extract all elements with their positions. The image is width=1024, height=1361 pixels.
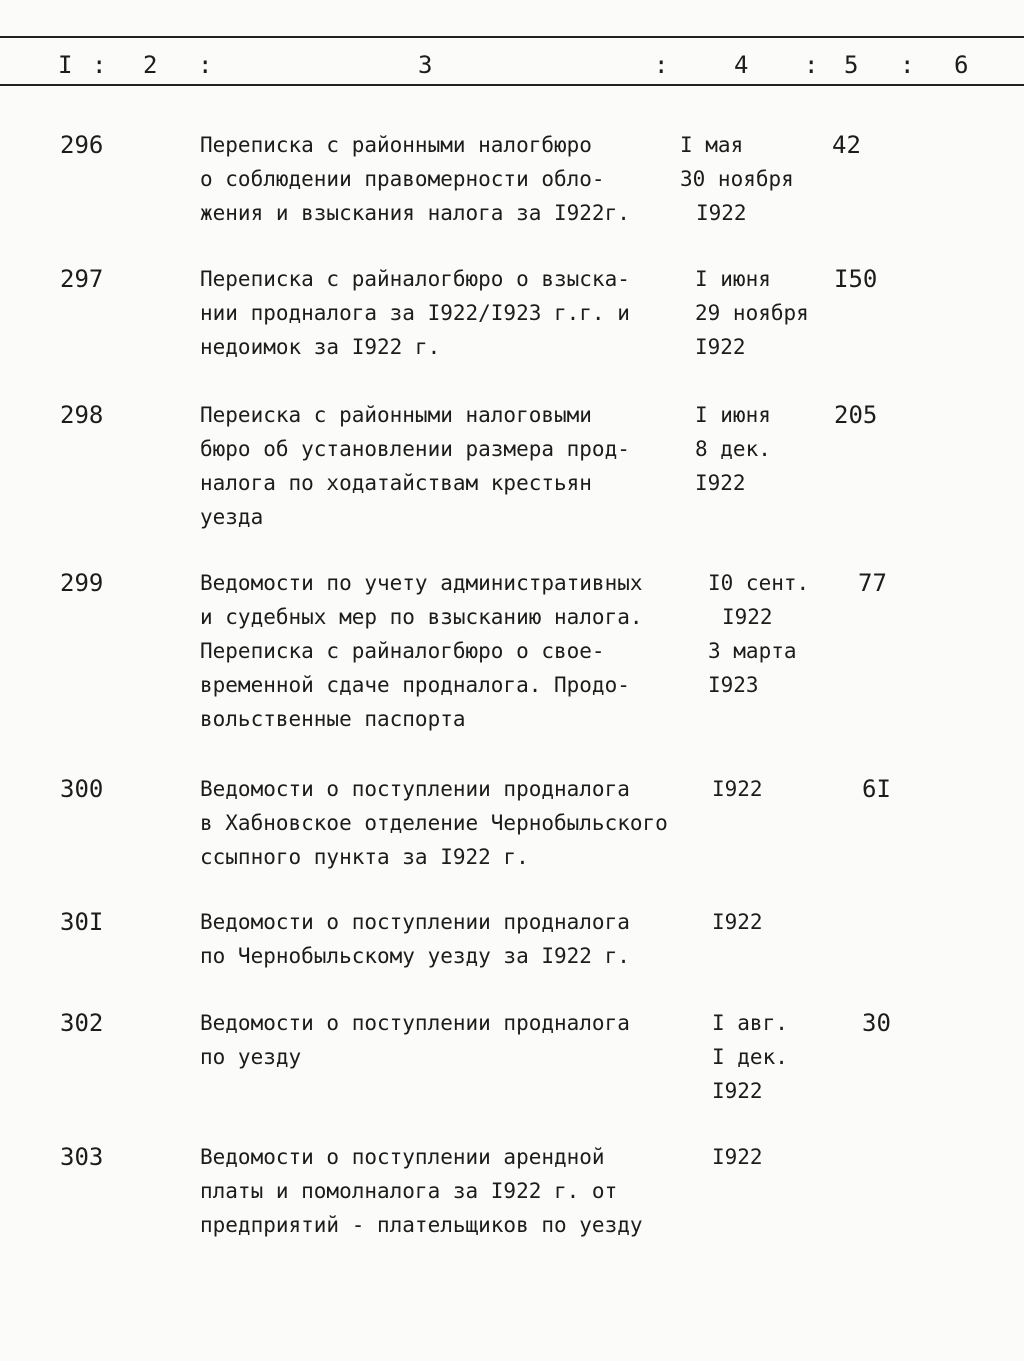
record-dates: [712, 772, 763, 806]
record-number: 303: [60, 1143, 104, 1171]
header-bottom-rule: [0, 84, 1024, 86]
column-separator: :: [198, 51, 213, 79]
record-sheet-count: 30: [862, 1009, 891, 1037]
description-line: Переписка с районными налогбюро: [200, 133, 592, 157]
column-header-5: 5: [844, 51, 859, 79]
description-line: бюро об установлении размера прод-: [200, 437, 630, 461]
date-line: I дек.: [712, 1045, 788, 1069]
description-line: недоимок за I922 г.: [200, 335, 441, 359]
description-line: Переписка с райналогбюро о взыска-: [200, 267, 630, 291]
record-number: 296: [60, 131, 104, 159]
description-line: и судебных мер по взысканию налога.: [200, 605, 643, 629]
record-sheet-count: 6I: [862, 775, 891, 803]
column-header-6: 6: [954, 51, 969, 79]
description-line: временной сдаче продналога. Продо-: [200, 673, 630, 697]
description-line: жения и взыскания налога за I922г.: [200, 201, 630, 225]
description-line: по уезду: [200, 1045, 302, 1069]
description-line: Ведомости о поступлении продналога: [200, 1011, 630, 1035]
date-line: I922: [712, 910, 763, 934]
date-line: I0 сент.: [708, 571, 810, 595]
column-separator: :: [654, 51, 669, 79]
date-line: I922: [695, 471, 746, 495]
description-line: Ведомости о поступлении продналога: [200, 777, 630, 801]
date-line: I июня: [695, 403, 771, 427]
description-line: предприятий - плательщиков по уезду: [200, 1213, 643, 1237]
description-line: Переписка с райналогбюро о свое-: [200, 639, 605, 663]
record-description: [200, 1140, 643, 1242]
record-number: 297: [60, 265, 104, 293]
date-line: I авг.: [712, 1011, 788, 1035]
date-line: I мая: [680, 133, 744, 157]
record-sheet-count: 42: [832, 131, 861, 159]
record-sheet-count: 205: [834, 401, 878, 429]
record-sheet-count: I50: [834, 265, 878, 293]
column-separator: :: [804, 51, 819, 79]
record-description: [200, 905, 630, 973]
description-line: ссыпного пункта за I922 г.: [200, 845, 529, 869]
column-header-1: I: [58, 51, 73, 79]
record-dates: [712, 1140, 763, 1174]
record-number: 300: [60, 775, 104, 803]
date-line: 3 марта: [708, 639, 797, 663]
date-line: I923: [708, 673, 759, 697]
column-separator: :: [92, 51, 107, 79]
record-description: [200, 262, 630, 364]
record-dates: [695, 262, 809, 364]
record-description: [200, 772, 668, 874]
record-sheet-count: 77: [858, 569, 887, 597]
description-line: Ведомости по учету административных: [200, 571, 643, 595]
description-line: в Хабновское отделение Чернобыльского: [200, 811, 668, 835]
description-line: налога по ходатайствам крестьян: [200, 471, 592, 495]
record-dates: [712, 905, 763, 939]
date-line: I июня: [695, 267, 771, 291]
date-line: 30 ноября: [680, 167, 794, 191]
description-line: нии продналога за I922/I923 г.г. и: [200, 301, 630, 325]
date-line: I922: [712, 1079, 763, 1103]
description-line: Ведомости о поступлении продналога: [200, 910, 630, 934]
record-description: [200, 398, 630, 534]
column-header-3: 3: [418, 51, 433, 79]
date-line: I922: [712, 777, 763, 801]
description-line: о соблюдении правомерности обло-: [200, 167, 605, 191]
record-dates: [695, 398, 771, 500]
description-line: по Чернобыльскому уезду за I922 г.: [200, 944, 630, 968]
date-line: 29 ноября: [695, 301, 809, 325]
description-line: Переиска с районными налоговыми: [200, 403, 592, 427]
record-number: 30I: [60, 908, 104, 936]
record-dates: [708, 566, 809, 702]
description-line: вольственные паспорта: [200, 707, 466, 731]
header-top-rule: [0, 36, 1024, 38]
record-number: 302: [60, 1009, 104, 1037]
date-line: 8 дек.: [695, 437, 771, 461]
description-line: платы и помолналога за I922 г. от: [200, 1179, 618, 1203]
record-description: [200, 1006, 630, 1074]
record-description: [200, 128, 630, 230]
record-dates: [712, 1006, 788, 1108]
column-header-4: 4: [734, 51, 749, 79]
date-line: I922: [695, 335, 746, 359]
date-line: I922: [696, 201, 747, 225]
record-number: 298: [60, 401, 104, 429]
record-dates: [680, 128, 794, 230]
column-header-2: 2: [143, 51, 158, 79]
description-line: Ведомости о поступлении арендной: [200, 1145, 605, 1169]
date-line: I922: [712, 1145, 763, 1169]
record-number: 299: [60, 569, 104, 597]
column-separator: :: [900, 51, 915, 79]
date-line: I922: [722, 605, 773, 629]
description-line: уезда: [200, 505, 264, 529]
record-description: [200, 566, 643, 736]
